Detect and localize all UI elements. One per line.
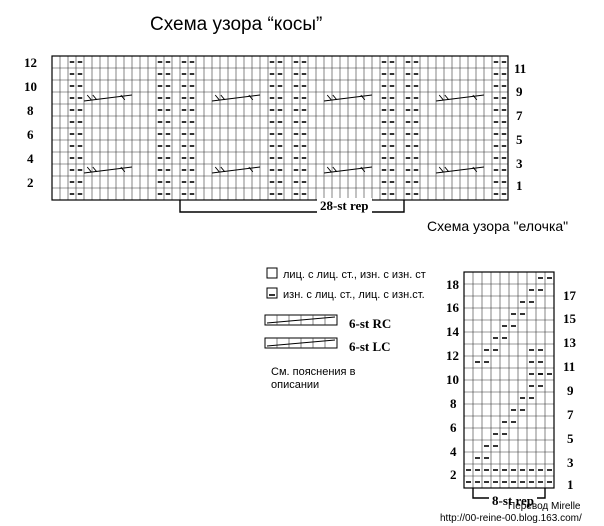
- herr-row-label-6: 6: [450, 420, 457, 435]
- legend-purl-text: изн. с лиц. ст., лиц. с изн.ст.: [283, 289, 425, 301]
- cable-row-label-6: 6: [27, 127, 34, 142]
- herr-row-label-1: 1: [567, 477, 574, 492]
- cable-row-label-9: 9: [516, 84, 523, 99]
- herr-row-label-5: 5: [567, 431, 574, 446]
- legend-note-line2: описании: [271, 379, 320, 391]
- cable-row-label-8: 8: [27, 103, 34, 118]
- cable-row-label-11: 11: [514, 61, 527, 76]
- translation-credit: Перевод Mirelle: [508, 501, 581, 512]
- herr-row-label-12: 12: [446, 348, 459, 363]
- herr-grid-lines: [464, 272, 554, 488]
- cable-row-label-2: 2: [27, 175, 34, 190]
- herr-row-label-10: 10: [446, 372, 459, 387]
- cable-row-label-5: 5: [516, 132, 523, 147]
- legend-rc-text: 6-st RC: [349, 316, 392, 331]
- herr-row-label-14: 14: [446, 324, 459, 339]
- herr-row-label-2: 2: [450, 467, 457, 482]
- cable-chart-title: Схема узора “косы”: [150, 14, 323, 35]
- herr-row-label-13: 13: [563, 335, 576, 350]
- herr-row-label-11: 11: [563, 359, 576, 374]
- legend-lc-text: 6-st LC: [349, 339, 391, 354]
- source-url: http://00-reine-00.blog.163.com/: [440, 513, 582, 524]
- cable-row-label-7: 7: [516, 108, 523, 123]
- cable-row-label-10: 10: [24, 79, 37, 94]
- herr-row-label-4: 4: [450, 444, 457, 459]
- herr-row-label-17: 17: [563, 288, 576, 303]
- cable-row-label-4: 4: [27, 151, 34, 166]
- herr-row-label-16: 16: [446, 300, 459, 315]
- cable-row-label-3: 3: [516, 156, 523, 171]
- herringbone-chart-title: Схема узора "елочка": [427, 218, 569, 234]
- legend-knit-text: лиц. с лиц. ст., изн. с изн. ст: [283, 269, 426, 281]
- cable-repeat-label: 28-st rep: [317, 198, 372, 214]
- cable-row-label-12: 12: [24, 55, 37, 70]
- herr-row-label-3: 3: [567, 455, 574, 470]
- herr-row-label-18: 18: [446, 277, 459, 292]
- herr-row-label-9: 9: [567, 383, 574, 398]
- herr-row-label-7: 7: [567, 407, 574, 422]
- herr-repeat-label: 8-st rep: [489, 493, 537, 509]
- legend-note-line1: См. пояснения в: [271, 366, 356, 378]
- cable-row-label-1: 1: [516, 178, 523, 193]
- herr-row-label-8: 8: [450, 396, 457, 411]
- herr-row-label-15: 15: [563, 311, 576, 326]
